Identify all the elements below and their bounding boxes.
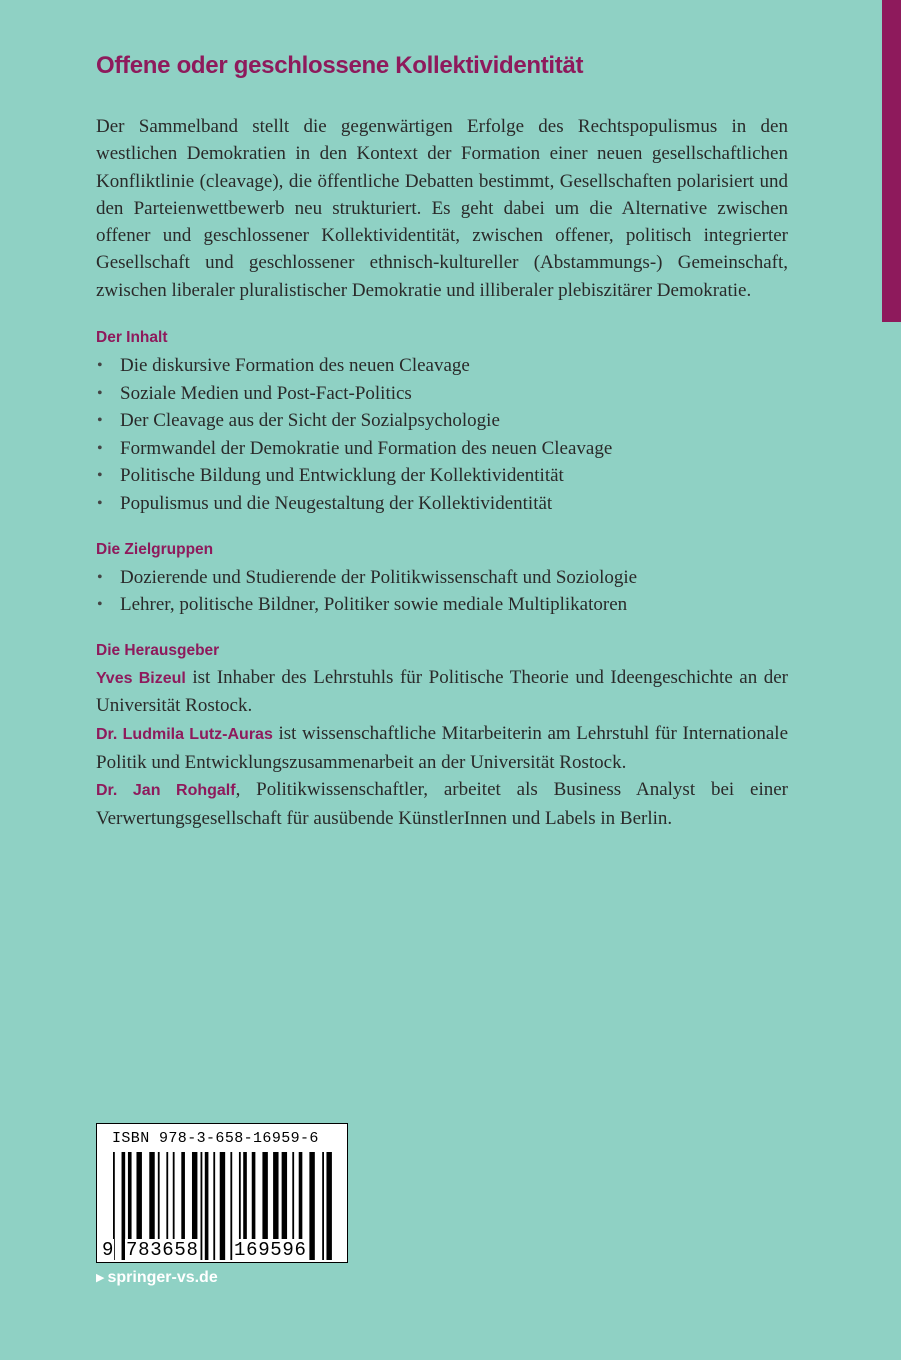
list-item: • Formwandel der Demokratie und Formation des neuen Cleavage [96,435,788,463]
editor-name: Dr. Jan Rohgalf [96,782,236,800]
intro-text: Der Sammelband stellt die gegenwärtigen Erfolge des Rechtspopulismus in den westlichen Demokratien in den Kontext der Formation einer neuen gesellschaftlichen Konfliktlinie (cleavage), die öffentliche Debatten bestimmt, Gesellschaften polarisiert und den Parteienwettbewerb neu strukturiert. Es geht dabei um die Alternative zwischen offener und geschlossener Kollektividentität, zwischen offener, politisch integrierter Gesellschaft und geschlossener ethnisch-kultureller (Abstammungs-) Gemeinschaft, zwischen liberaler pluralistischer Demokratie und illiberaler plebiszitärer Demokratie. [96,116,788,301]
editor-bio [96,720,788,776]
isbn-digits-right: 169596 [234,1239,307,1261]
bullet-icon: • [97,568,103,586]
editor-description: , Politikwissenschaftler, arbeitet als Business Analyst bei einer Verwertungsgesellschaft für ausübende KünstlerInnen und Labels in Berlin. [96,779,788,829]
isbn-barcode [96,1123,348,1263]
inhalt-list [96,352,788,518]
isbn-digit-first: 9 [102,1239,114,1261]
zielgruppen-list [96,564,788,619]
list-item: • Populismus und die Neugestaltung der Kollektividentität [96,490,788,518]
list-item: • Der Cleavage aus der Sicht der Sozialpsychologie [96,407,788,435]
editor-description: ist Inhaber des Lehrstuhls für Politische Theorie und Ideengeschichte an der Universität Rostock. [96,666,788,717]
bullet-icon: • [97,384,103,402]
section-heading-zielgruppen: Die Zielgruppen [96,540,214,558]
isbn-digits [97,1236,349,1264]
accent-bar [882,0,901,322]
editor-bio [96,664,788,720]
isbn-label: ISBN 978-3-658-16959-6 [112,1130,319,1147]
editor-name: Dr. Ludmila Lutz-Auras [96,726,273,744]
isbn-digits-left: 783658 [126,1239,199,1261]
bullet-icon: • [97,439,103,457]
back-cover-content [96,50,788,832]
bullet-icon: • [97,596,103,614]
publisher-website[interactable] [96,1268,218,1289]
arrow-right-icon: ▶ [96,1272,105,1284]
section-heading-herausgeber: Die Herausgeber [96,641,220,659]
bullet-icon: • [97,357,103,375]
bullet-icon: • [97,467,103,485]
list-item: • Soziale Medien und Post-Fact-Politics [96,380,788,408]
list-item: • Politische Bildung und Entwicklung der Kollektividentität [96,462,788,490]
section-heading-inhalt: Der Inhalt [96,329,168,347]
list-item: • Lehrer, politische Bildner, Politiker sowie mediale Multiplikatoren [96,591,788,619]
list-item: • Die diskursive Formation des neuen Cleavage [96,352,788,380]
bullet-icon: • [97,412,103,430]
bullet-icon: • [97,495,103,513]
editor-bio [96,776,788,832]
website-label: springer-vs.de [107,1269,218,1286]
editor-description: ist wissenschaftliche Mitarbeiterin am Lehrstuhl für Internationale Politik und Entwicklungszusammenarbeit an der Universität Rostock. [96,723,788,773]
editors-block [96,664,788,833]
book-title: Offene oder geschlossene Kollektividentität [96,52,584,79]
editor-name: Yves Bizeul [96,669,186,687]
list-item: • Dozierende und Studierende der Politikwissenschaft und Soziologie [96,564,788,592]
